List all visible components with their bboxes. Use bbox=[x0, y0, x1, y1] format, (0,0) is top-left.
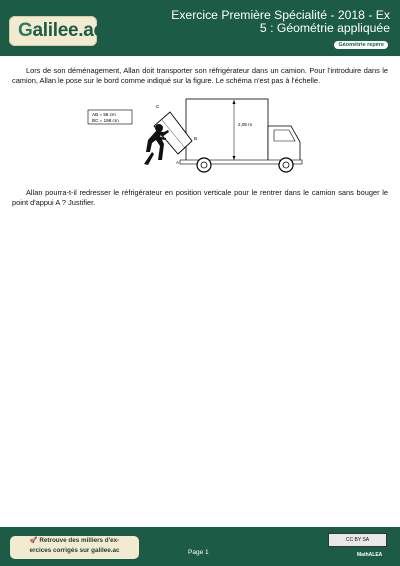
topic-tag: Géométrie repère bbox=[333, 40, 389, 50]
question-paragraph: Allan pourra-t-il redresser le réfrigérateur en position verticale pour le rentrer dans le camion sans bouger le point d'appui A ? Justifier. bbox=[12, 188, 388, 208]
logo-text bbox=[18, 20, 104, 42]
promo-line-1: 🚀 Retrouve des milliers d'ex- bbox=[29, 537, 120, 544]
logo-g-letter: G bbox=[18, 20, 33, 41]
truck-box bbox=[186, 99, 268, 161]
bc-label: BC = 198 cm bbox=[92, 118, 119, 123]
promo-box[interactable] bbox=[10, 536, 139, 559]
page-number: Page 1 bbox=[188, 549, 209, 556]
logo-word: alilee.ac bbox=[32, 20, 104, 41]
fridge-truck-figure bbox=[86, 96, 316, 176]
ab-label: AB = 58 cm bbox=[92, 112, 116, 117]
rocket-icon: 🚀 bbox=[29, 537, 38, 544]
mathalea-brand: MathALEA bbox=[357, 552, 383, 558]
title-line-2: 5 : Géométrie appliquée bbox=[259, 21, 390, 35]
point-c: C bbox=[156, 104, 160, 109]
promo-line-2: ercices corrigés sur galilee.ac bbox=[29, 547, 120, 554]
statement-paragraph: Lors de son déménagement, Allan doit transporter son réfrigérateur dans un camion. Pour l'introduire dans le camion, Allan le pose sur le bord comme indiqué sur la figure. Le schéma n'est pas à l'échelle. bbox=[12, 66, 388, 86]
question bbox=[12, 188, 388, 209]
galilee-logo[interactable] bbox=[9, 16, 104, 46]
statement bbox=[12, 66, 388, 87]
cc-license-badge[interactable]: CC BY SA bbox=[328, 533, 387, 547]
exercise-title bbox=[140, 9, 390, 35]
title-line-1: Exercice Première Spécialité - 2018 - Ex bbox=[171, 8, 390, 22]
point-a: A bbox=[176, 160, 180, 165]
point-b: B bbox=[194, 136, 198, 141]
height-label: 2,05 m bbox=[238, 122, 253, 127]
header-bar bbox=[0, 0, 400, 56]
